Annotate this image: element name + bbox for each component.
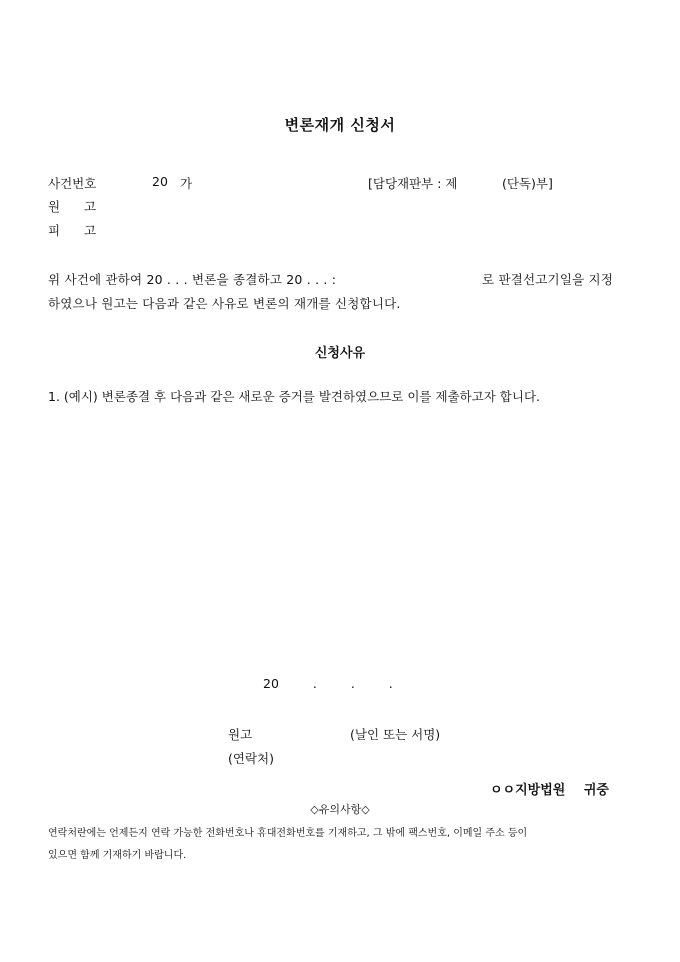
body-line-2: 하였으나 원고는 다음과 같은 사유로 변론의 재개를 신청합니다. [48, 296, 401, 311]
signer-label: 원고 [228, 727, 253, 742]
division-suffix: (단독)부] [502, 176, 553, 191]
plaintiff-label: 원 고 [48, 199, 97, 214]
court-name: ㅇㅇ지방법원 귀중 [490, 783, 609, 798]
case-type: 가 [180, 176, 193, 191]
notes-title: ◇유의사항◇ [310, 803, 370, 816]
note-line-1: 연락처란에는 언제든지 연락 가능한 전화번호나 휴대전화번호를 기재하고, 그 밖에 팩스번호, 이메일 주소 등이 [48, 828, 528, 839]
defendant-label: 피 고 [48, 223, 97, 238]
body-line-1a: 위 사건에 관하여 20 . . . 변론을 종결하고 20 . . . : [48, 272, 337, 287]
division-label: [담당재판부 : 제 [368, 176, 458, 191]
note-line-2: 있으면 함께 기재하기 바랍니다. [48, 850, 187, 861]
reason-heading: 신청사유 [314, 346, 366, 361]
date-line: 20 . . . [263, 676, 393, 691]
reason-item: 1. (예시) 변론종결 후 다음과 같은 새로운 증거를 발견하였으므로 이를 제출하고자 합니다. [48, 389, 540, 404]
signer-seal: (날인 또는 서명) [350, 727, 441, 742]
case-number-label: 사건번호 [48, 176, 97, 191]
body-line-1b: 로 판결선고기일을 지정 [482, 272, 614, 287]
document-title: 변론재개 신청서 [284, 116, 396, 134]
contact-label: (연락처) [228, 751, 274, 766]
case-year: 20 [152, 174, 168, 189]
